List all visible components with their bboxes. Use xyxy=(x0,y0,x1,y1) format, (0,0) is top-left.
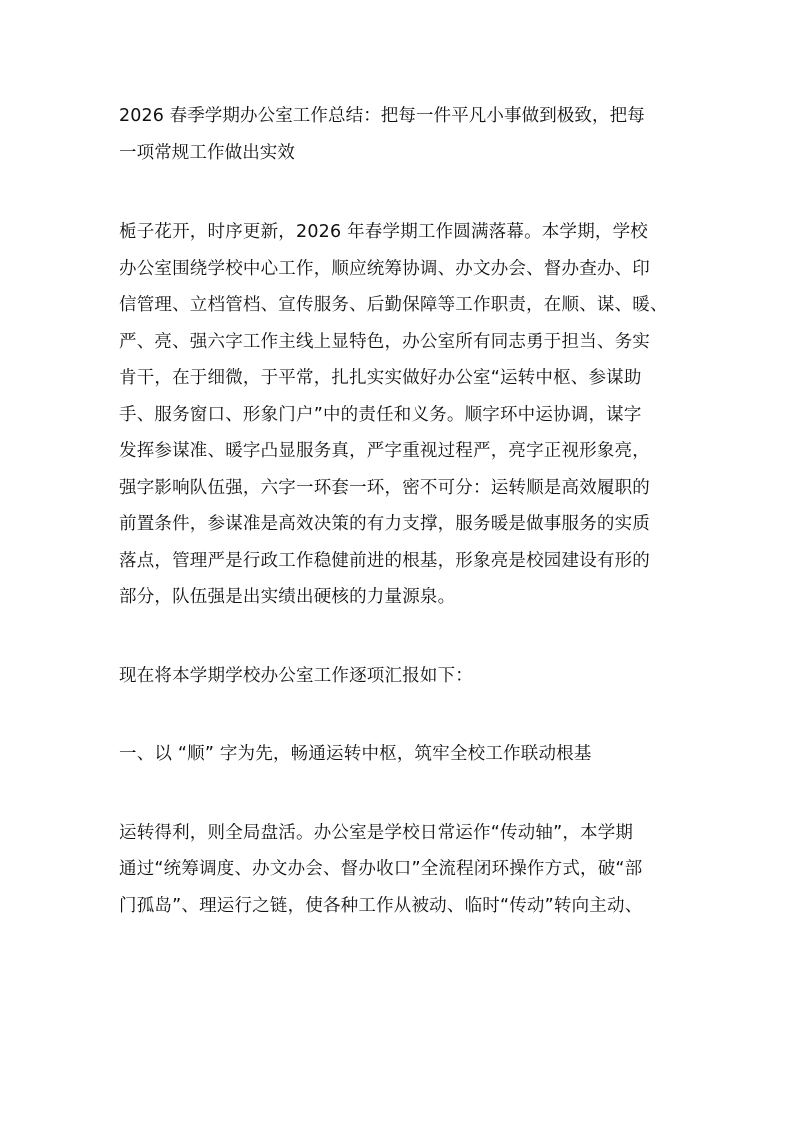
spacer xyxy=(119,616,679,658)
paragraph-line: 肯干，在于细微，于平常，扎扎实实做好办公室“运转中枢、参谋助 xyxy=(119,368,642,388)
title-line: 一项常规工作做出实效 xyxy=(119,142,295,163)
report-intro: 现在将本学期学校办公室工作逐项汇报如下： xyxy=(119,665,473,686)
intro-paragraph xyxy=(119,214,679,616)
document-body xyxy=(119,98,679,924)
paragraph-line: 落点，管理严是行政工作稳健前进的根基，形象亮是校园建设有形的 xyxy=(119,550,650,571)
paragraph-line: 严、亮、强六字工作主线上显特色，办公室所有同志勇于担当、务实 xyxy=(119,331,650,352)
document-title xyxy=(119,98,679,171)
paragraph-line: 部分，队伍强是出实绩出硬核的力量源泉。 xyxy=(119,587,456,607)
paragraph-line: 门孤岛”、理运行之链，使各种工作从被动、临时“传动”转向主动、 xyxy=(119,895,643,916)
paragraph-line: 栀子花开，时序更新，2026 年春学期工作圆满落幕。本学期，学校 xyxy=(119,222,648,242)
section1-paragraph xyxy=(119,815,679,925)
paragraph-line: 运转得利，则全局盘活。办公室是学校日常运作“传动轴”，本学期 xyxy=(119,822,634,843)
spacer xyxy=(119,773,679,815)
paragraph-line: 信管理、立档管档、宣传服务、后勤保障等工作职责，在顺、谋、暖、 xyxy=(119,295,668,315)
title-line: 2026 春季学期办公室工作总结：把每一件平凡小事做到极致，把每 xyxy=(119,106,645,126)
paragraph-line: 手、服务窗口、形象门户”中的责任和义务。顺字环中运协调，谋字 xyxy=(119,404,642,425)
spacer xyxy=(119,694,679,736)
paragraph-line: 强字影响队伍强，六字一环套一环，密不可分：运转顺是高效履职的 xyxy=(119,477,650,498)
paragraph-line: 办公室围绕学校中心工作，顺应统筹协调、办文办会、督办查办、印 xyxy=(119,258,650,279)
paragraph-line: 通过“统筹调度、办文办会、督办收口”全流程闭环操作方式，破“部 xyxy=(119,859,643,879)
spacer xyxy=(119,171,679,214)
paragraph-line: 发挥参谋准、暖字凸显服务真，严字重视过程严，亮字正视形象亮， xyxy=(119,441,650,461)
section-heading: 一、以 “顺” 字为先，畅通运转中枢，筑牢全校工作联动根基 xyxy=(119,744,592,764)
paragraph-line: 前置条件，参谋准是高效决策的有力支撑，服务暖是做事服务的实质 xyxy=(119,514,650,534)
